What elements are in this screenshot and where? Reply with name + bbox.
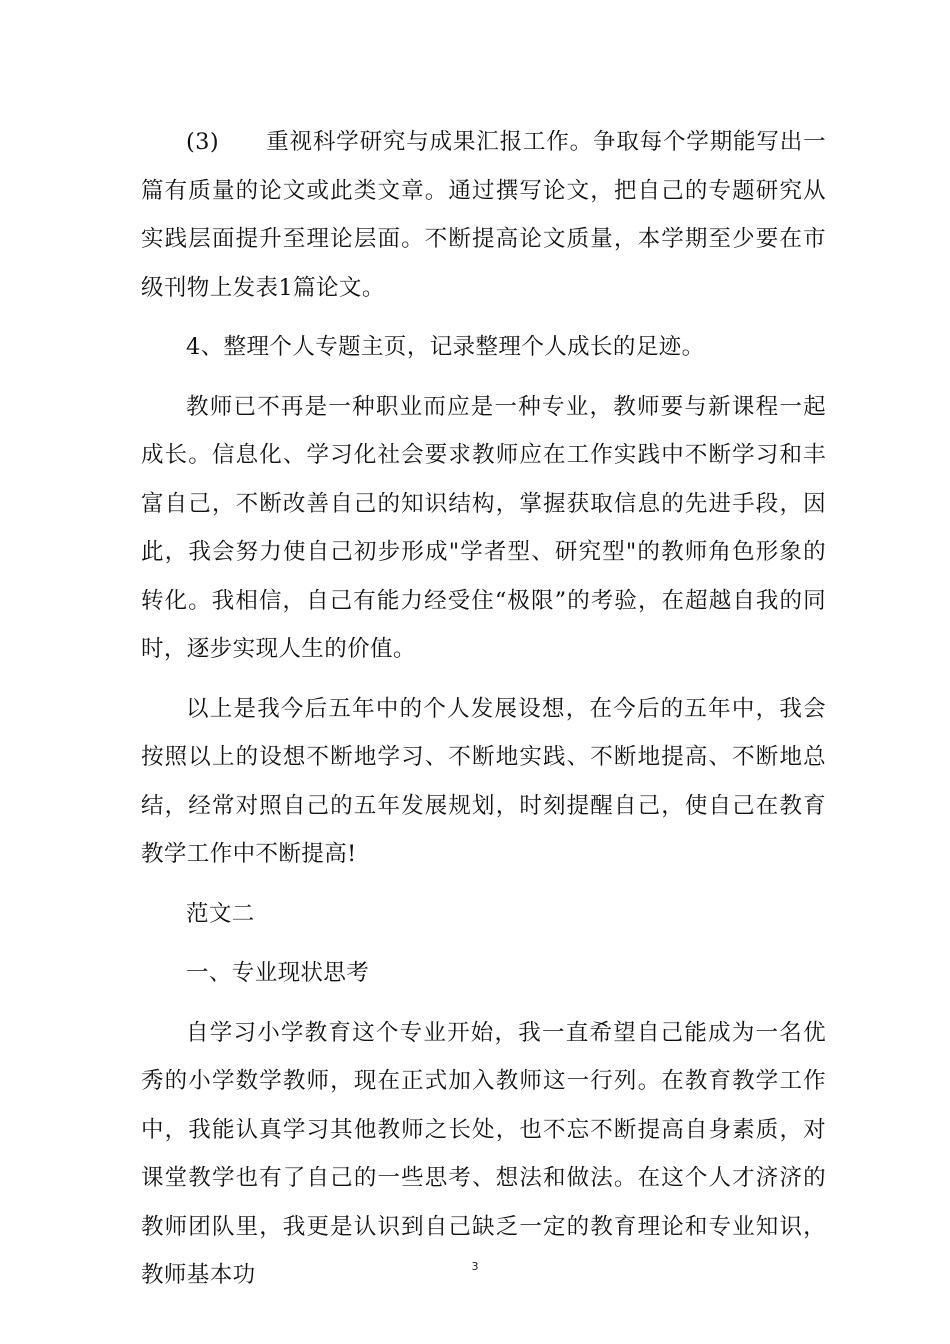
page-number: 3 — [471, 1260, 479, 1273]
document-body — [141, 118, 826, 1311]
paragraph-five-year-plan: 以上是我今后五年中的个人发展设想，在今后的五年中，我会按照以上的设想不断地学习、不断地实践、不断地提高、不断地总结，经常对照自己的五年发展规划，时刻提醒自己，使自己在教育教学工作中不断提高! — [141, 695, 826, 867]
section-heading-sample-two: 范文二 — [186, 900, 255, 927]
paragraph-research-reporting: (3) 重视科学研究与成果汇报工作。争取每个学期能写出一篇有质量的论文或此类文章。通过撰写论文，把自己的专题研究从实践层面提升至理论层面。不断提高论文质量，本学期至少要在市级刊物上发表1篇论文。 — [141, 129, 826, 301]
paragraph-status-reflection: 自学习小学教育这个专业开始，我一直希望自己能成为一名优秀的小学数学教师，现在正式加入教师这一行列。在教育教学工作中，我能认真学习其他教师之长处，也不忘不断提高自身素质，对课堂教学也有了自己的一些思考、想法和做法。在这个人才济济的教师团队里，我更是认识到自己缺乏一定的教育理论和专业知识，教师基本功 — [141, 1019, 826, 1288]
paragraph-personal-homepage: 4、整理个人专题主页，记录整理个人成长的足迹。 — [186, 334, 705, 360]
section-heading-status-reflection: 一、专业现状思考 — [186, 960, 370, 986]
paragraph-teacher-profession: 教师已不再是一种职业而应是一种专业，教师要与新课程一起成长。信息化、学习化社会要求教师应在工作实践中不断学习和丰富自己，不断改善自己的知识结构，掌握获取信息的先进手段，因此，我会努力使自己初步形成"学者型、研究型"的教师角色形象的转化。我相信，自己有能力经受住“极限”的考验，在超越自我的同时，逐步实现人生的价值。 — [141, 393, 826, 662]
